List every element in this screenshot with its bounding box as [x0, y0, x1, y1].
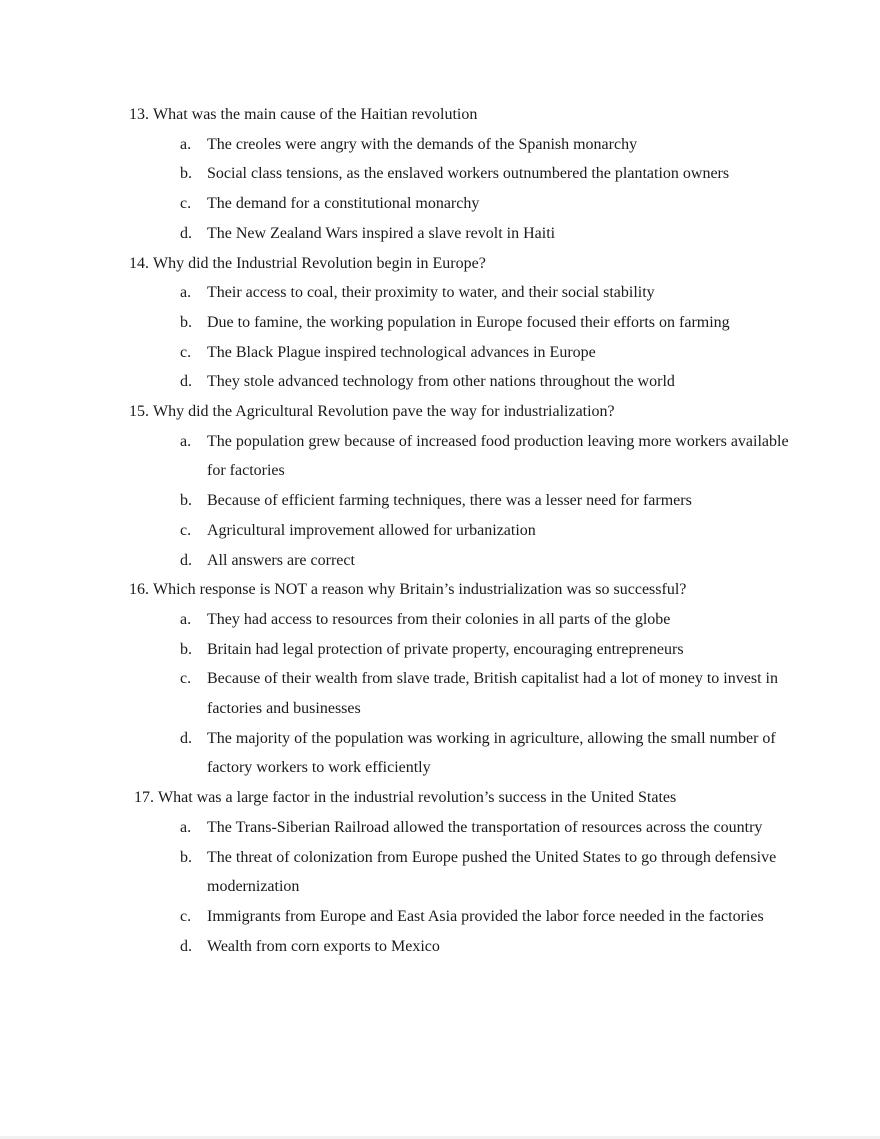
option-letter: c.: [180, 670, 192, 688]
answer-option: [129, 635, 789, 665]
answer-option: [129, 189, 789, 219]
answer-options: [129, 278, 789, 397]
question-17: [129, 783, 789, 961]
option-text: The demand for a constitutional monarchy: [207, 195, 480, 213]
option-letter: b.: [180, 640, 192, 658]
option-text: Wealth from corn exports to Mexico: [207, 937, 440, 955]
answer-option: [129, 516, 789, 546]
answer-option: [129, 308, 789, 338]
answer-option: [129, 278, 789, 308]
option-text: Because of their wealth from slave trade, British capitalist had a lot of money to invest in factories and businesses: [207, 670, 778, 718]
answer-option: [129, 159, 789, 189]
answer-options: [129, 130, 789, 249]
answer-option: [129, 605, 789, 635]
question-16: [129, 575, 789, 783]
option-text: Immigrants from Europe and East Asia provided the labor force needed in the factories: [207, 907, 764, 925]
option-letter: a.: [180, 284, 192, 302]
option-text: The threat of colonization from Europe pushed the United States to go through defensive modernization: [207, 848, 777, 896]
answer-option: [129, 813, 789, 843]
option-letter: b.: [180, 848, 192, 866]
answer-option: [129, 219, 789, 249]
option-text: Social class tensions, as the enslaved workers outnumbered the plantation owners: [207, 165, 730, 183]
question-number: 15.: [129, 403, 149, 421]
option-text: The Black Plague inspired technological advances in Europe: [207, 343, 596, 361]
answer-option: [129, 486, 789, 516]
answer-options: [129, 427, 789, 576]
question-prompt: [129, 783, 789, 813]
answer-option: [129, 724, 789, 783]
answer-option: [129, 902, 789, 932]
option-letter: d.: [180, 551, 192, 569]
answer-option: [129, 546, 789, 576]
option-text: Their access to coal, their proximity to water, and their social stability: [207, 284, 655, 302]
answer-options: [129, 605, 789, 783]
option-letter: d.: [180, 224, 192, 242]
option-text: The creoles were angry with the demands of the Spanish monarchy: [207, 135, 638, 153]
option-letter: d.: [180, 373, 192, 391]
option-letter: d.: [180, 937, 192, 955]
question-number: 13.: [129, 106, 149, 123]
question-number: 16.: [129, 581, 149, 599]
question-prompt: [129, 249, 789, 279]
option-letter: d.: [180, 729, 192, 747]
question-prompt: [129, 575, 789, 605]
option-text: They stole advanced technology from other nations throughout the world: [207, 373, 675, 391]
answer-option: [129, 130, 789, 160]
question-text: Why did the Industrial Revolution begin in Europe?: [153, 254, 486, 272]
option-letter: c.: [180, 195, 192, 213]
option-letter: c.: [180, 521, 192, 539]
question-13: [129, 100, 789, 249]
option-letter: a.: [180, 432, 192, 450]
option-text: The majority of the population was working in agriculture, allowing the small number of factory workers to work efficiently: [207, 729, 776, 777]
option-text: Due to famine, the working population in Europe focused their efforts on farming: [207, 313, 730, 331]
answer-option: [129, 664, 789, 723]
question-number: 14.: [129, 254, 149, 272]
option-letter: b.: [180, 313, 192, 331]
option-text: Because of efficient farming techniques, there was a lesser need for farmers: [207, 492, 692, 510]
option-text: The New Zealand Wars inspired a slave revolt in Haiti: [207, 224, 556, 242]
answer-option: [129, 932, 789, 962]
question-text: Which response is NOT a reason why Britain’s industrialization was so successful?: [153, 581, 687, 599]
answer-option: [129, 367, 789, 397]
option-text: The Trans-Siberian Railroad allowed the transportation of resources across the country: [207, 818, 763, 836]
option-letter: b.: [180, 165, 192, 183]
option-text: All answers are correct: [207, 551, 355, 569]
answer-options: [129, 813, 789, 962]
question-text: What was the main cause of the Haitian revolution: [153, 106, 478, 123]
option-letter: c.: [180, 343, 192, 361]
question-15: [129, 397, 789, 575]
option-text: The population grew because of increased food production leaving more workers available for factories: [207, 432, 789, 480]
quiz-content: [129, 100, 789, 961]
question-prompt: [129, 397, 789, 427]
question-text: Why did the Agricultural Revolution pave the way for industrialization?: [153, 403, 615, 421]
question-number: 17.: [134, 789, 154, 807]
question-text: What was a large factor in the industrial revolution’s success in the United States: [158, 789, 677, 807]
option-text: They had access to resources from their colonies in all parts of the globe: [207, 610, 671, 628]
question-14: [129, 249, 789, 398]
option-text: Britain had legal protection of private property, encouraging entrepreneurs: [207, 640, 684, 658]
answer-option: [129, 843, 789, 902]
option-letter: a.: [180, 610, 192, 628]
option-letter: a.: [180, 818, 192, 836]
answer-option: [129, 427, 789, 486]
option-letter: c.: [180, 907, 192, 925]
option-letter: b.: [180, 492, 192, 510]
option-text: Agricultural improvement allowed for urbanization: [207, 521, 536, 539]
option-letter: a.: [180, 135, 192, 153]
answer-option: [129, 338, 789, 368]
question-prompt: [129, 100, 789, 130]
